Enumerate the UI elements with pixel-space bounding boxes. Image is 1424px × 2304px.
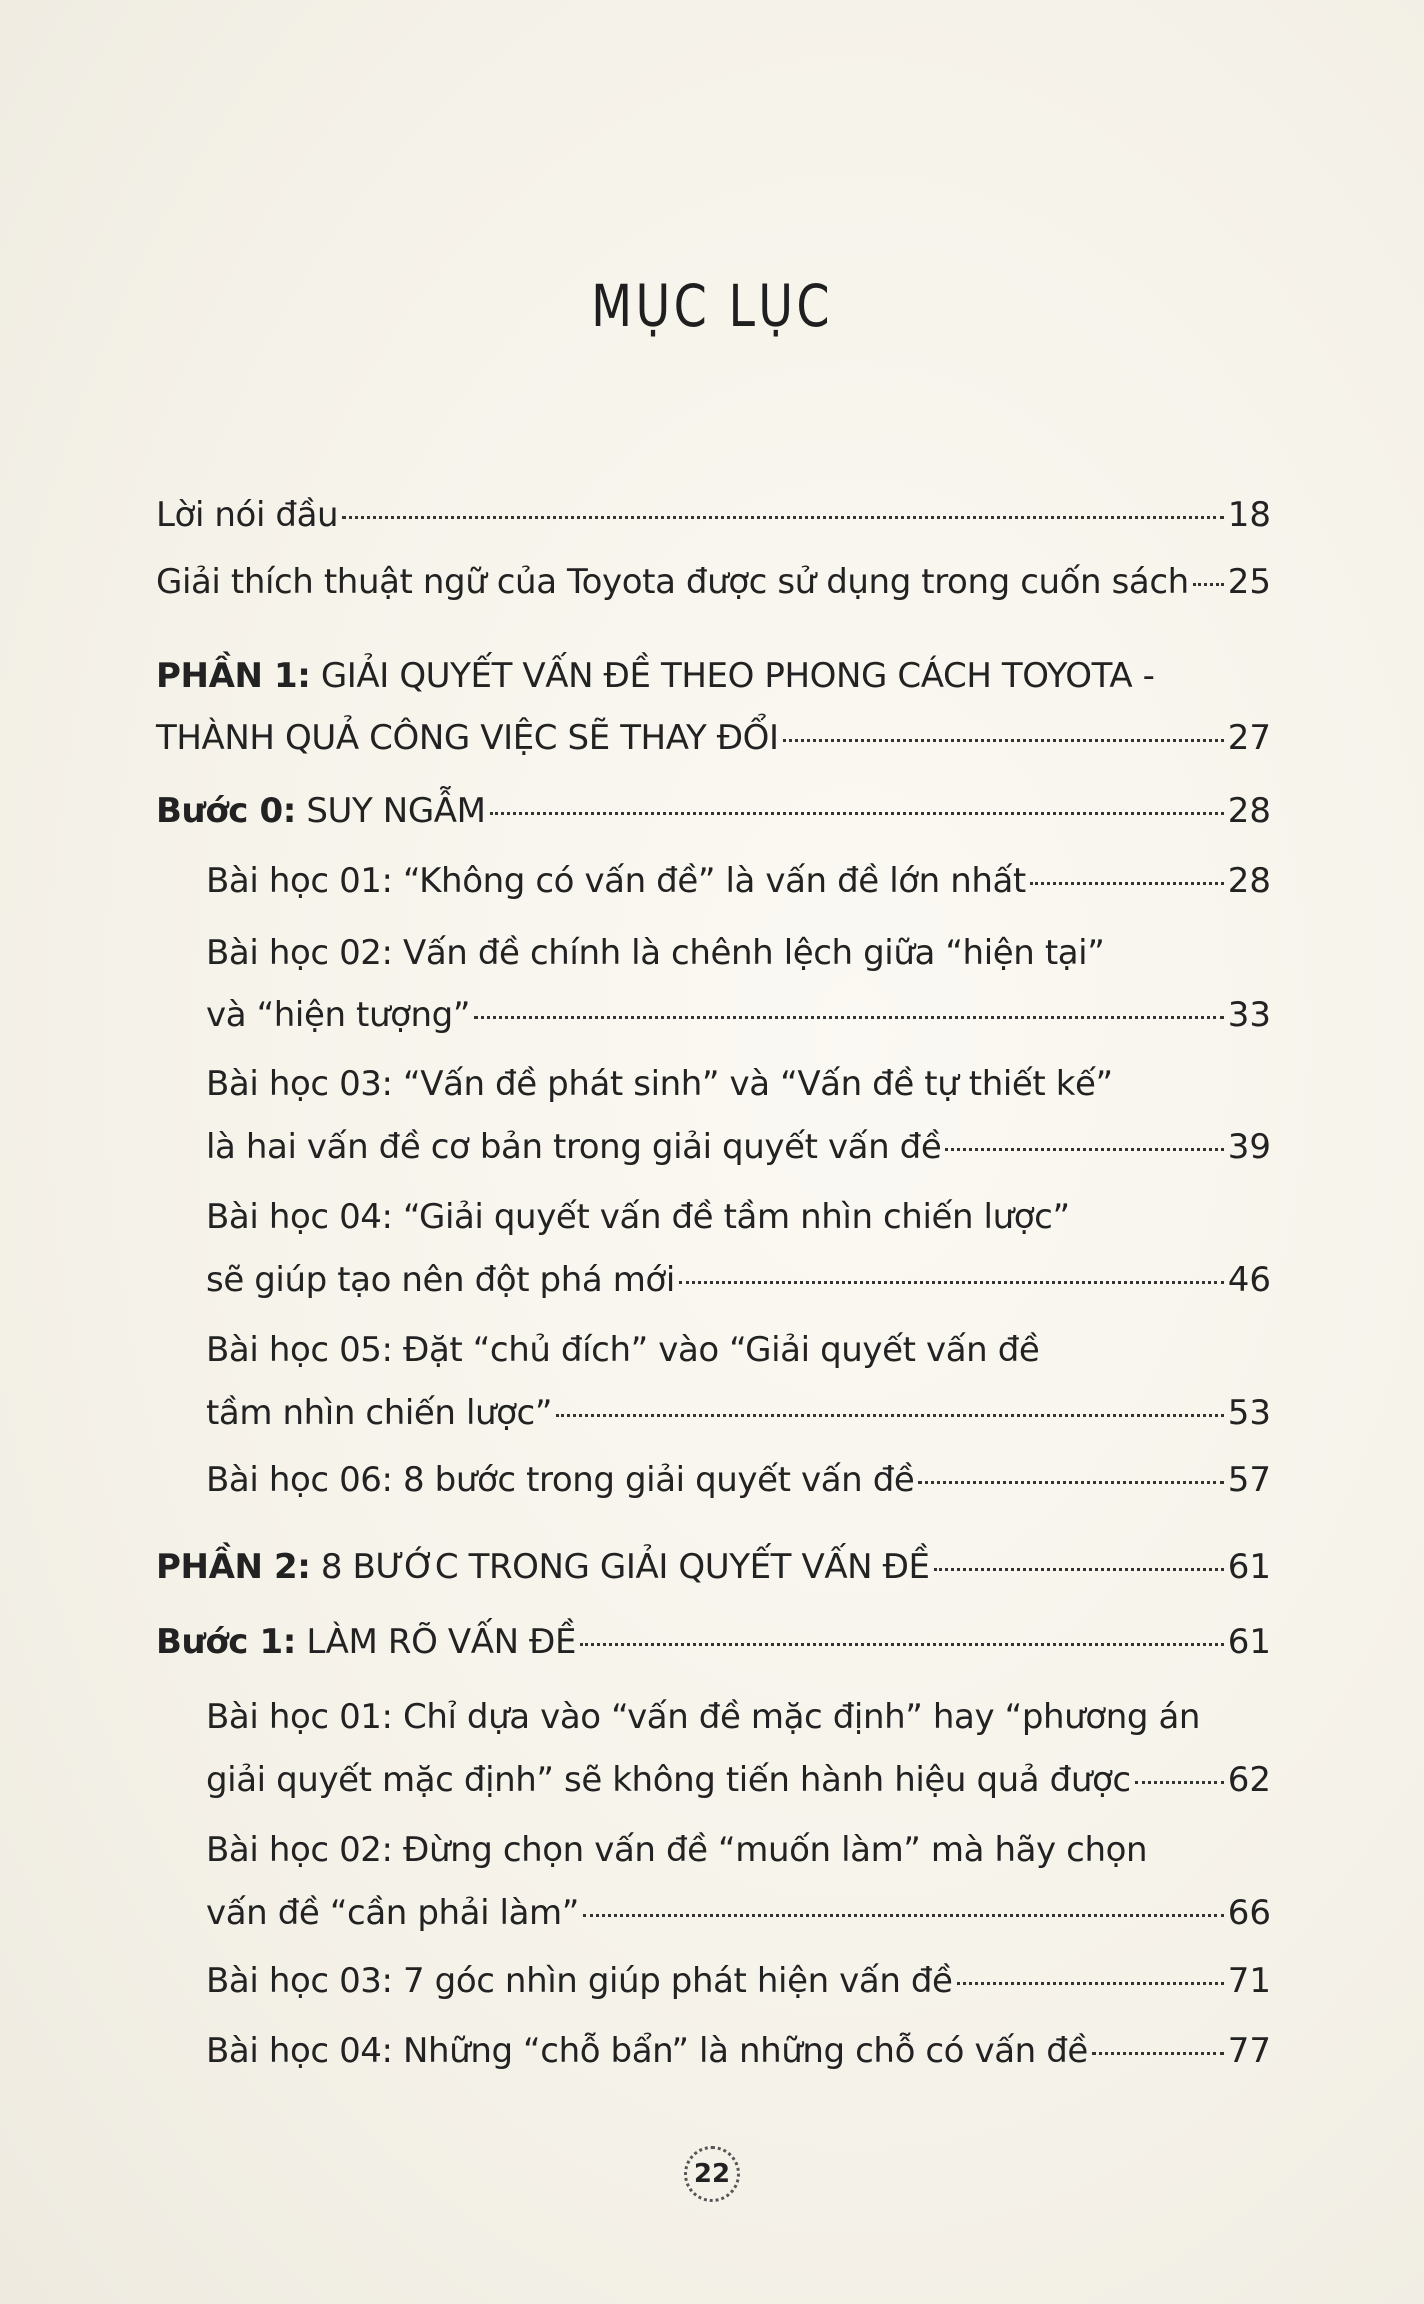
dot-leader [580, 1643, 1224, 1646]
toc-page-number: 25 [1227, 562, 1271, 602]
toc-entry-text: là hai vấn đề cơ bản trong giải quyết vấn đề [206, 1127, 942, 1167]
toc-step-heading [156, 1618, 1271, 1666]
dot-leader [556, 1414, 1224, 1417]
toc-entry-text: LÀM RÕ VẤN ĐỀ [295, 1622, 577, 1662]
toc-page-number: 18 [1227, 495, 1271, 535]
toc-page-number: 66 [1227, 1893, 1271, 1933]
toc-entry-text: Bài học 02: Đừng chọn vấn đề “muốn làm” mà hãy chọn [206, 1830, 1148, 1870]
toc-part-heading [156, 1543, 1271, 1591]
toc-page-number: 46 [1227, 1260, 1271, 1300]
toc-entry-text: giải quyết mặc định” sẽ không tiến hành hiệu quả được [206, 1760, 1131, 1800]
dot-leader [945, 1148, 1223, 1151]
toc-entry-text: sẽ giúp tạo nên đột phá mới [206, 1260, 675, 1300]
toc-entry [206, 1826, 1271, 1874]
dot-leader [1193, 583, 1224, 586]
toc-page-number: 33 [1227, 995, 1271, 1035]
toc-entry [156, 714, 1271, 762]
dot-leader [1030, 882, 1224, 885]
toc-entry-text: Bài học 04: “Giải quyết vấn đề tầm nhìn chiến lược” [206, 1197, 1070, 1237]
toc-entry-prefix: PHẦN 2: [156, 1547, 311, 1587]
toc-entry-text: Bài học 02: Vấn đề chính là chênh lệch giữa “hiện tại” [206, 933, 1105, 973]
toc-entry [206, 1123, 1271, 1171]
dot-leader [1135, 1781, 1224, 1784]
toc-entry-text: Bài học 03: “Vấn đề phát sinh” và “Vấn đề tự thiết kế” [206, 1064, 1113, 1104]
toc-entry-text: SUY NGẪM [295, 791, 486, 831]
dot-leader [918, 1481, 1223, 1484]
toc-page-number: 71 [1227, 1961, 1271, 2001]
toc-entry-text: Bài học 03: 7 góc nhìn giúp phát hiện vấn đề [206, 1961, 953, 2001]
toc-entry [206, 1193, 1271, 1241]
toc-entry [206, 2027, 1271, 2075]
toc-entry-text: tầm nhìn chiến lược” [206, 1393, 553, 1433]
dot-leader [783, 739, 1224, 742]
toc-entry [206, 1756, 1271, 1804]
toc-page-number: 28 [1227, 861, 1271, 901]
toc-entry-text: 8 BƯỚC TRONG GIẢI QUYẾT VẤN ĐỀ [310, 1547, 930, 1587]
toc-entry [206, 991, 1271, 1039]
toc-entry-prefix: Bước 1: [156, 1622, 296, 1662]
toc-entry [206, 1456, 1271, 1504]
toc-page-number: 53 [1227, 1393, 1271, 1433]
page-title: MỤC LỤC [591, 272, 833, 340]
toc-entry [206, 1957, 1271, 2005]
toc-entry-text: Bài học 01: “Không có vấn đề” là vấn đề lớn nhất [206, 861, 1026, 901]
toc-entry [156, 558, 1271, 606]
toc-entry [206, 1389, 1271, 1437]
toc-entry-text: Bài học 05: Đặt “chủ đích” vào “Giải quyết vấn đề [206, 1330, 1040, 1370]
dot-leader [957, 1982, 1224, 1985]
toc-page-number: 27 [1227, 718, 1271, 758]
toc-entry-prefix: Bước 0: [156, 791, 296, 831]
toc-entry-text: vấn đề “cần phải làm” [206, 1893, 579, 1933]
toc-step-heading [156, 787, 1271, 835]
toc-page-number: 61 [1227, 1547, 1271, 1587]
dot-leader [342, 516, 1224, 519]
toc-page-number: 28 [1227, 791, 1271, 831]
toc-entry [206, 1889, 1271, 1937]
toc-page-number: 62 [1227, 1760, 1271, 1800]
toc-entry [206, 1326, 1271, 1374]
toc-page-number: 77 [1227, 2031, 1271, 2071]
dot-leader [934, 1568, 1224, 1571]
toc-entry [206, 857, 1271, 905]
toc-entry [206, 929, 1271, 977]
toc-part-heading [156, 652, 1271, 700]
dot-leader [1092, 2052, 1224, 2055]
dot-leader [474, 1016, 1224, 1019]
dot-leader [490, 812, 1224, 815]
toc-entry-text: Bài học 01: Chỉ dựa vào “vấn đề mặc định” hay “phương án [206, 1697, 1201, 1737]
dot-leader [583, 1914, 1224, 1917]
toc-entry-text: GIẢI QUYẾT VẤN ĐỀ THEO PHONG CÁCH TOYOTA - [310, 656, 1155, 696]
toc-entry [206, 1060, 1271, 1108]
toc-entry-text: và “hiện tượng” [206, 995, 471, 1035]
toc-entry-text: Bài học 04: Những “chỗ bẩn” là những chỗ có vấn đề [206, 2031, 1088, 2071]
toc-entry-prefix: PHẦN 1: [156, 656, 311, 696]
toc-page-number: 57 [1227, 1460, 1271, 1500]
dot-leader [679, 1281, 1224, 1284]
toc-entry-text: Bài học 06: 8 bước trong giải quyết vấn đề [206, 1460, 915, 1500]
toc-entry-text: Giải thích thuật ngữ của Toyota được sử dụng trong cuốn sách [156, 562, 1189, 602]
toc-entry [206, 1693, 1271, 1741]
page-number: 22 [684, 2146, 740, 2202]
toc-entry-text: Lời nói đầu [156, 495, 339, 535]
toc-entry-text: THÀNH QUẢ CÔNG VIỆC SẼ THAY ĐỔI [156, 718, 779, 758]
toc-page-number: 61 [1227, 1622, 1271, 1662]
toc-page-number: 39 [1227, 1127, 1271, 1167]
toc-entry [156, 491, 1271, 539]
toc-entry [206, 1256, 1271, 1304]
